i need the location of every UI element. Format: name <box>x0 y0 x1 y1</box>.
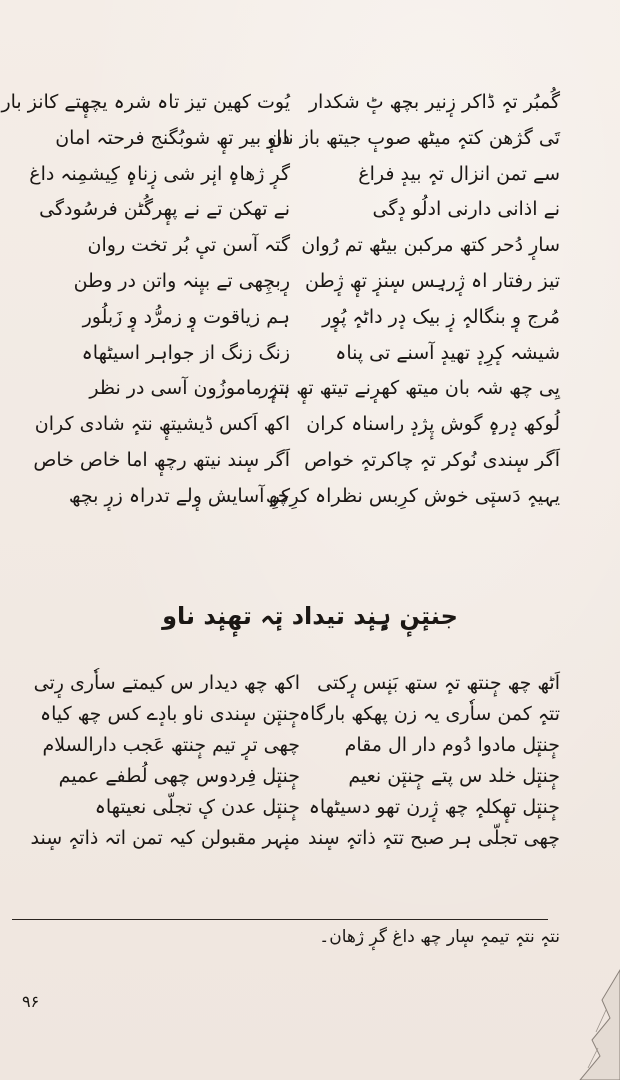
verse-line: جٕنتٕل فِردوس چھی لُطفے عمیم <box>58 765 300 787</box>
verse-line: جٕنتٕل خلد س پتے جٕنتٕن نعیم <box>348 765 560 787</box>
verse-line: جٕنتٕل مادوا دُوم دار ال مقام <box>344 734 560 756</box>
verse-line: یُوت کھین تیز تاہ شرہ یچھٕتے کانز بار <box>1 91 290 113</box>
verse-line: تیز رفتار اہ ژٕرہِس سٕنزٕ تھٕ ژٕطن <box>304 269 560 292</box>
verse-line: تتہٕ کمن ساٗری یہ زن پھکھ بارگاہ <box>299 703 560 725</box>
verse-line: نے تھکن تے نے پھٕرگُٹن فرسُودگی <box>39 198 290 221</box>
verse-line: سارٕ دُحر کتھ مرکبن بیٹھ تم رُوان <box>301 234 560 257</box>
verse-line: اَٹھ چھ جٕنتھ تہٕ ستھ بَنٕس رٕکتی <box>317 672 560 694</box>
verse-line: گتہ آسن تیٕ بُر تخت روان <box>87 234 290 257</box>
verse-line: مُرج وٕ بنگالہٕ زٕ بیک دٕر داٹہٕ پُوٕر <box>322 305 560 328</box>
verse-line: گرٕ ژھاہٕ انٕر شی زٕناہٕ کِیشمِنہ داغ <box>29 162 290 185</box>
verse-line: گُمبُر تہٕ ڈاکر زٕنیر بچھ ٹٕ شکدار <box>308 91 560 113</box>
verse-line: جٕنتٕن سٕندی ناو بادٕے کس چھ کیاہ <box>39 703 300 725</box>
verse-line: اَگر سٕند نیتھ رچھٕ اما خاص خاص <box>33 448 290 471</box>
page-number: ۹۶ <box>22 992 40 1011</box>
verse-line: اکھ چھ دیدار س کیمتے ساٗری رٕتی <box>33 672 300 694</box>
verse-line: اَگر سٕندی نُوکر تہٕ چاکرتہٕ خواص <box>304 448 560 471</box>
verse-line: شیشہ کٕرِدٕ تھیدٕ آسنے تی پناہ <box>335 341 560 364</box>
poem-bottom-left-column <box>15 668 300 854</box>
verse-line: سے تمن انزال تہٕ بیدٕ فراغ <box>358 162 560 185</box>
torn-corner-decoration <box>540 970 620 1080</box>
section-heading: جنتٕنٕ ہٕنٕد تیداد تٕہ تھٕنٕد ناو <box>162 602 458 630</box>
poem-top-right-column <box>259 85 560 515</box>
verse-line: چھی تجلّی ہر صبح تتہٕ ذاتہٕ سٕند <box>308 827 560 849</box>
footnote: نتہٕ نتہٕ تیمہٕ سٕار چھ داغ گرٕ ژھان۔ <box>319 927 560 947</box>
verse-line: منٕہر مقبولن کیہ تمن اتہ ذاتہٕ سٕند <box>30 827 300 849</box>
verse-line: زنگ زنگ از جواہر اسیٹھاہ <box>81 341 290 364</box>
verse-line: جٕنتٕل تھٕکلہٕ چھ ژٕرن تھو دسیٹھاہ <box>308 796 560 818</box>
verse-line: یِی چھ شہ بان میتھ کھرٕنے تیتھ تھٕ ہزٕر <box>259 377 560 400</box>
verse-line: ہم زیاقوت وٕ زمرُّد وٕ زَبلُور <box>82 305 290 328</box>
verse-line: یہیہٕ دَستٕی خوش کرِبس نظراہ کرِچھ <box>265 484 560 507</box>
footnote-divider <box>12 919 548 920</box>
verse-line: تَی گژھن کتہٕ میٹھ صوبٕ جیتھ باز نان <box>268 126 560 149</box>
verse-line: نے اذانی دارنی ادلُو دٕگی <box>372 198 560 221</box>
poem-top-left-column <box>1 85 290 515</box>
verse-line: جٕنتٕل عدن کٕ تجلّی نعیتھاہ <box>94 796 300 818</box>
verse-line: لُوکھ دٕرہٕ گوش پٕژدٕ راسناہ کران <box>306 413 560 436</box>
verse-line: رٕبچِھی تے بیٕنہ واتن در وطن <box>73 269 290 292</box>
verse-line: چھی ترٕ تیم جٕنتھ عَجب دارالسلام <box>42 734 300 756</box>
verse-line: داوٕ بیر تھٕ شوبُگنج فرحتہ امان <box>55 126 290 149</box>
verse-line: کرِ آسایش وٕلے تدراہ زرٕ بچھ <box>68 484 290 507</box>
verse-line: اکھ اَکس ڈیشیتھٕ نتہٕ شادی کران <box>34 413 290 436</box>
poem-bottom-right-column <box>299 668 560 854</box>
verse-line: نتہٕ ماموزُون آسی در نظر <box>89 377 290 400</box>
